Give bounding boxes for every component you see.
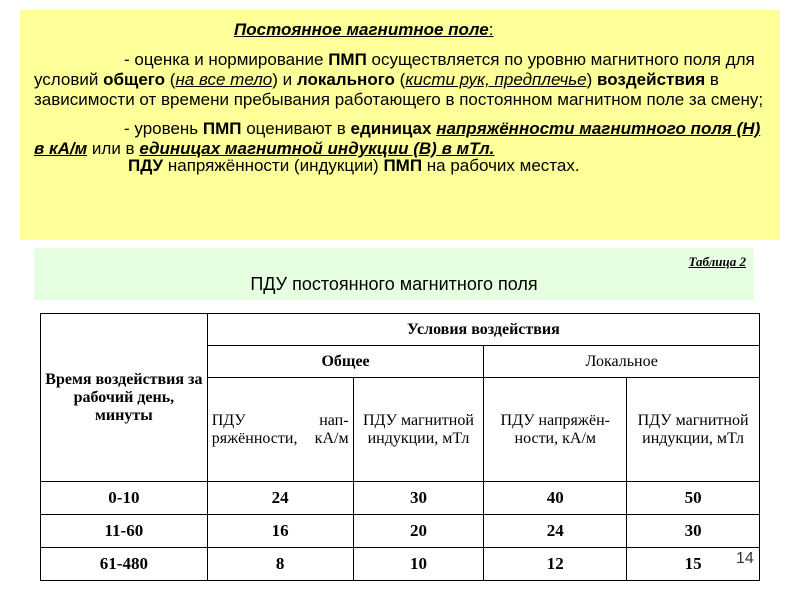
row-value: 10: [353, 548, 484, 581]
p2-induction-units: единицах магнитной индукции (В) в мТл.: [139, 139, 495, 158]
intro-paragraph-2: [34, 119, 766, 159]
table-caption-box: [34, 248, 754, 300]
header-local: Локальное: [484, 346, 760, 378]
header-time: Время воздействия за рабочий день, минуты: [41, 314, 208, 482]
p2-strength-units: напряжённости магнитного поля (Н) в кА/м: [34, 119, 761, 158]
p1-text-a: - оценка и нормирование: [124, 50, 329, 69]
row-time: 11-60: [41, 515, 208, 548]
p2-units: единицах: [350, 119, 432, 138]
p1-local: локального: [296, 70, 395, 89]
p1-whole-body: на все тело: [175, 70, 273, 89]
p3-pdu: ПДУ: [128, 156, 164, 175]
row-value: 15: [627, 548, 760, 581]
header-col2: ПДУ магнитной индукции, мТл: [353, 378, 484, 482]
p1-text-c: осуществляется по уровню магнитного поля для условий: [34, 50, 755, 89]
p1-text-m: в зависимости от времени пребывания работающего в постоянном магнитном поле за смену;: [34, 70, 764, 109]
header-col1: ПДУ нап- ряжённости, кА/м: [207, 378, 353, 482]
p3-text-k: на рабочих местах.: [422, 156, 580, 175]
p2-text-c: оценивают в: [241, 119, 351, 138]
p1-paren-open-2: (: [394, 70, 406, 89]
p1-paren-open: (: [165, 70, 176, 89]
header-general: Общее: [207, 346, 484, 378]
row-value: 50: [627, 482, 760, 515]
row-value: 20: [353, 515, 484, 548]
p2-or: или в: [87, 139, 140, 158]
table-title: ПДУ постоянного магнитного поля: [250, 274, 538, 294]
intro-box: [20, 10, 780, 240]
p2-pmp: ПМП: [202, 119, 242, 138]
table-row: [41, 515, 760, 548]
table-row: [41, 548, 760, 581]
header-col4: ПДУ магнитной индукции, мТл: [627, 378, 760, 482]
table-row: [41, 482, 760, 515]
page-number: 14: [736, 550, 754, 567]
intro-paragraph-3: [34, 156, 766, 176]
row-value: 30: [627, 515, 760, 548]
intro-title-text: Постоянное магнитное поле: [234, 20, 489, 39]
header-conditions: Условия воздействия: [207, 314, 759, 346]
row-time: 0-10: [41, 482, 208, 515]
p1-pmp: ПМП: [328, 50, 367, 69]
row-value: 12: [484, 548, 627, 581]
p1-exposure: воздействия: [597, 70, 706, 89]
header-col3: ПДУ напряжён- ности, кА/м: [484, 378, 627, 482]
p3-pmp: ПМП: [383, 156, 423, 175]
intro-paragraph-1: [34, 50, 766, 110]
p2-text-a: - уровень: [124, 119, 203, 138]
row-value: 16: [207, 515, 353, 548]
p1-and: ) и: [272, 70, 297, 89]
row-time: 61-480: [41, 548, 208, 581]
p1-general: общего: [103, 70, 166, 89]
row-value: 40: [484, 482, 627, 515]
row-value: 24: [207, 482, 353, 515]
intro-title-colon: :: [488, 20, 494, 39]
intro-title: [234, 20, 766, 40]
row-value: 24: [484, 515, 627, 548]
p1-hands: кисти рук, предплечье: [405, 70, 587, 89]
table-number: Таблица 2: [688, 254, 746, 269]
norms-table: [40, 313, 760, 581]
row-value: 30: [353, 482, 484, 515]
table-header-row-1: [41, 314, 760, 346]
p1-paren-close: ): [586, 70, 598, 89]
p3-text-i: напряжённости (индукции): [163, 156, 384, 175]
row-value: 8: [207, 548, 353, 581]
